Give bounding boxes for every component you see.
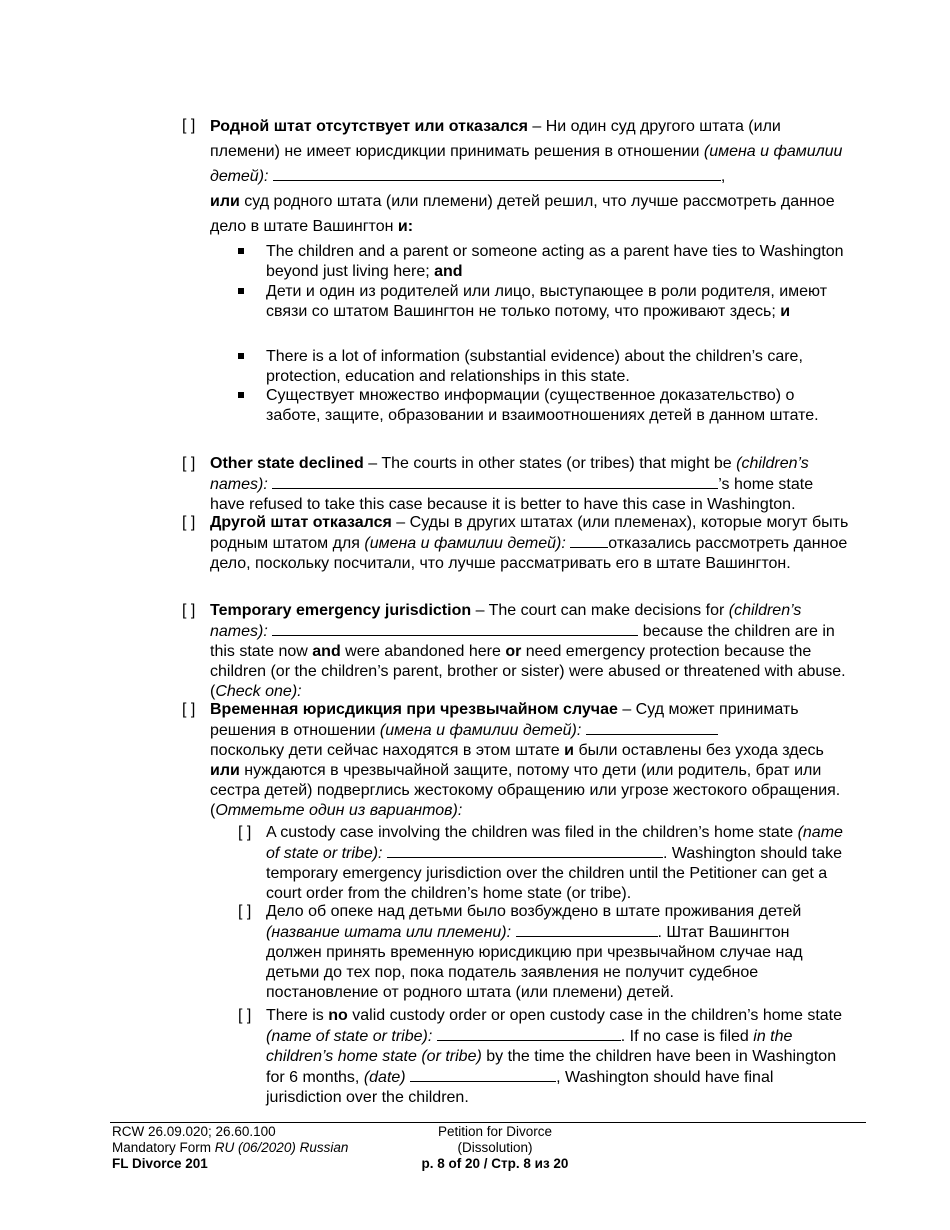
checkbox-option-no-case[interactable]: [ ] — [238, 1007, 252, 1024]
other-state-ru-paragraph: Другой штат отказался – Суды в других штатах (или племенах), которые могут быть родным штатом для (имена и фамилии детей): отказались рассмотреть данное дело, поскольку посчитали, что лучше рассматривать его в штате Вашингтон. — [210, 514, 849, 572]
state-or-tribe-field[interactable] — [437, 1026, 621, 1041]
children-names-field-ru[interactable] — [586, 720, 718, 735]
bullet-item: Дети и один из родителей или лицо, выступающее в роли родителя, имеют связи со штатом Вашингтон не только потому, что проживают здесь; и — [266, 283, 828, 320]
footer-form-id: FL Divorce 201 — [112, 1156, 208, 1171]
bullet-icon — [238, 392, 244, 398]
option-filed-paragraph: A custody case involving the children was filed in the children’s home state (name of state or tribe): . Washington should take temporary emergency jurisdiction over the children until the Petitioner can get a court order from the children’s home state (or tribe). — [266, 824, 843, 902]
other-state-ru-title: Другой штат отказался — [210, 514, 392, 531]
footer-left — [112, 1124, 348, 1172]
footer-divider — [110, 1122, 866, 1123]
checkbox-home-state[interactable]: [ ] — [182, 117, 196, 134]
temp-jurisdiction-ru-title: Временная юрисдикция при чрезвычайном случае — [210, 701, 618, 718]
date-field[interactable] — [410, 1067, 556, 1082]
temp-jurisdiction-title: Temporary emergency jurisdiction — [210, 602, 472, 619]
footer-page-number: p. 8 of 20 / Стр. 8 из 20 — [421, 1156, 569, 1171]
footer-subtitle: (Dissolution) — [457, 1140, 533, 1155]
home-state-paragraph: Родной штат отсутствует или отказался – Ни один суд другого штата (или племени) не имеет юрисдикции принимать решения в отношении (имена и фамилии детей): , или суд родного штата (или племени) детей решил, что лучше рассмотреть данное дело в штате Вашингтон и: — [210, 118, 843, 235]
checkbox-temp-jurisdiction-ru[interactable]: [ ] — [182, 701, 196, 718]
bullet-item: There is a lot of information (substantial evidence) about the children’s care, protection, education and relationships in this state. — [266, 348, 803, 385]
checkbox-temp-jurisdiction[interactable]: [ ] — [182, 602, 196, 619]
bullet-item: The children and a parent or someone acting as a parent have ties to Washington beyond just living here; and — [266, 243, 844, 280]
temp-jurisdiction-ru-paragraph: Временная юрисдикция при чрезвычайном случае – Суд может принимать решения в отношении (имена и фамилии детей): поскольку дети сейчас находятся в этом штате и были оставлены без ухода здесь или нуждаются в чрезвычайной защите, потому что дети (или родитель, брат или сестра детей) подверглись жестокому обращению или угрозе жестокого обращения. (Отметьте один из вариантов): — [210, 701, 841, 819]
checkbox-other-state[interactable]: [ ] — [182, 455, 196, 472]
children-names-field[interactable] — [272, 621, 638, 636]
checkbox-option-filed[interactable]: [ ] — [238, 824, 252, 841]
footer-mandatory: Mandatory Form RU (06/2020) Russian — [112, 1140, 349, 1155]
other-state-paragraph: Other state declined – The courts in other states (or tribes) that might be (children’s names): ’s home state have refused to take this case because it is better to have this case in Washington. — [210, 455, 814, 513]
bullet-icon — [238, 248, 244, 254]
option-filed-ru-paragraph: Дело об опеке над детьми было возбуждено в штате проживания детей (название штата или племени): . Штат Вашингтон должен принять временную юрисдикцию при чрезвычайном случае над детьми до тех пор, пока податель заявления не получит судебное постановление от родного штата (или племени) детей. — [266, 903, 803, 1001]
other-state-title: Other state declined — [210, 455, 364, 472]
footer-rcw: RCW 26.09.020; 26.60.100 — [112, 1124, 276, 1139]
children-names-field[interactable] — [273, 166, 721, 181]
footer-title: Petition for Divorce — [437, 1124, 553, 1139]
footer-center — [390, 1124, 600, 1172]
temp-jurisdiction-paragraph: Temporary emergency jurisdiction – The court can make decisions for (children’s names): because the children are in this state now and were abandoned here or need emergency protection because the children (or the children’s parent, brother or sister) were abused or threatened with abuse. (Check one): — [210, 602, 846, 700]
state-or-tribe-field-ru[interactable] — [516, 922, 658, 937]
checkbox-other-state-ru[interactable]: [ ] — [182, 514, 196, 531]
bullet-icon — [238, 353, 244, 359]
home-state-title: Родной штат отсутствует или отказался — [210, 118, 528, 135]
children-names-field[interactable] — [272, 474, 718, 489]
option-no-case-paragraph: There is no valid custody order or open custody case in the children’s home state (name of state or tribe): . If no case is filed in the children’s home state (or tribe) by the time the children have been in Washington for 6 months, (date) , Washington should have final jurisdiction over the children. — [266, 1007, 842, 1106]
checkbox-option-filed-ru[interactable]: [ ] — [238, 903, 252, 920]
bullet-icon — [238, 288, 244, 294]
state-or-tribe-field[interactable] — [387, 843, 663, 858]
bullet-item: Существует множество информации (существенное доказательство) о заботе, защите, образовании и взаимоотношениях детей в данном штате. — [266, 387, 819, 424]
children-names-field-ru[interactable] — [570, 533, 608, 548]
